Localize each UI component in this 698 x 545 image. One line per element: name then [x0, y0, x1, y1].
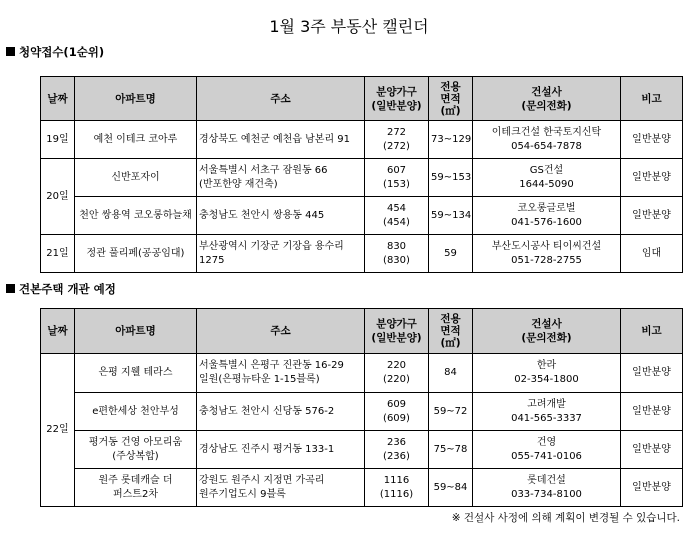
area-cell: 59 — [429, 235, 473, 273]
header-apt: 아파트명 — [75, 77, 197, 121]
builder-cell: 코오롱글로벌 041-576-1600 — [473, 197, 621, 235]
table-row — [41, 431, 683, 469]
header-units: 분양가구 (일반분양) — [365, 309, 429, 354]
units-cell: 830 (830) — [365, 235, 429, 273]
header-units: 분양가구 (일반분양) — [365, 77, 429, 121]
note-cell: 일반분양 — [621, 393, 683, 431]
builder-cell: 이테크건설 한국토지신탁 054-654-7878 — [473, 121, 621, 159]
table-row — [41, 121, 683, 159]
table-row — [41, 469, 683, 507]
addr-cell: 부산광역시 기장군 기장읍 용수리 1275 — [197, 235, 365, 273]
units-cell: 236 (236) — [365, 431, 429, 469]
section-heading-model-house — [6, 281, 116, 297]
header-area: 전용 면적 (㎡) — [429, 77, 473, 121]
addr-cell: 경상북도 예천군 예천읍 남본리 91 — [197, 121, 365, 159]
date-cell: 22일 — [41, 354, 75, 507]
table-row — [41, 393, 683, 431]
table-row — [41, 197, 683, 235]
header-addr: 주소 — [197, 309, 365, 354]
builder-cell: 롯데건설 033-734-8100 — [473, 469, 621, 507]
header-addr: 주소 — [197, 77, 365, 121]
builder-cell: 부산도시공사 티이씨건설 051-728-2755 — [473, 235, 621, 273]
builder-cell: 한라 02-354-1800 — [473, 354, 621, 393]
table-header-row — [41, 309, 683, 354]
area-cell: 59~84 — [429, 469, 473, 507]
units-cell: 607 (153) — [365, 159, 429, 197]
apt-cell: 예천 이테크 코아루 — [75, 121, 197, 159]
area-cell: 59~72 — [429, 393, 473, 431]
apt-cell: 은평 지웰 테라스 — [75, 354, 197, 393]
units-cell: 272 (272) — [365, 121, 429, 159]
apt-cell: 신반포자이 — [75, 159, 197, 197]
date-cell: 21일 — [41, 235, 75, 273]
area-cell: 59~134 — [429, 197, 473, 235]
note-cell: 일반분양 — [621, 121, 683, 159]
area-cell: 59~153 — [429, 159, 473, 197]
addr-cell: 충청남도 천안시 쌍용동 445 — [197, 197, 365, 235]
apt-cell: 천안 쌍용역 코오롱하늘채 — [75, 197, 197, 235]
note-cell: 일반분양 — [621, 197, 683, 235]
date-cell: 20일 — [41, 159, 75, 235]
addr-cell: 강원도 원주시 지정면 가곡리 원주기업도시 9블록 — [197, 469, 365, 507]
apt-cell: 원주 롯데캐슬 더 퍼스트2차 — [75, 469, 197, 507]
area-cell: 73~129 — [429, 121, 473, 159]
builder-cell: 고려개발 041-565-3337 — [473, 393, 621, 431]
apt-cell: e편한세상 천안부성 — [75, 393, 197, 431]
square-bullet-icon — [6, 284, 15, 293]
table-header-row — [41, 77, 683, 121]
units-cell: 454 (454) — [365, 197, 429, 235]
units-cell: 220 (220) — [365, 354, 429, 393]
square-bullet-icon — [6, 47, 15, 56]
area-cell: 75~78 — [429, 431, 473, 469]
addr-cell: 충청남도 천안시 신당동 576-2 — [197, 393, 365, 431]
note-cell: 일반분양 — [621, 469, 683, 507]
builder-cell: 건영 055-741-0106 — [473, 431, 621, 469]
table-row — [41, 235, 683, 273]
header-area: 전용 면적 (㎡) — [429, 309, 473, 354]
header-builder: 건설사 (문의전화) — [473, 309, 621, 354]
apt-cell: 정관 풀리페(공공임대) — [75, 235, 197, 273]
header-note: 비고 — [621, 77, 683, 121]
header-apt: 아파트명 — [75, 309, 197, 354]
table-row — [41, 159, 683, 197]
addr-cell: 서울특별시 서초구 잠원동 66 (반포한양 재건축) — [197, 159, 365, 197]
builder-cell: GS건설 1644-5090 — [473, 159, 621, 197]
section-heading-subscription — [6, 44, 104, 60]
header-builder: 건설사 (문의전화) — [473, 77, 621, 121]
note-cell: 일반분양 — [621, 354, 683, 393]
footnote: ※ 건설사 사정에 의해 계획이 변경될 수 있습니다. — [451, 512, 680, 524]
section-title: 청약접수(1순위) — [19, 45, 105, 59]
section-title: 견본주택 개관 예정 — [19, 282, 116, 296]
addr-cell: 경상남도 진주시 평거동 133-1 — [197, 431, 365, 469]
apt-cell: 평거동 건영 아모리움(주상복합) — [75, 431, 197, 469]
header-date: 날짜 — [41, 309, 75, 354]
header-note: 비고 — [621, 309, 683, 354]
date-cell: 19일 — [41, 121, 75, 159]
units-cell: 1116 (1116) — [365, 469, 429, 507]
page-title: 1월 3주 부동산 캘린더 — [269, 17, 429, 36]
table-row — [41, 354, 683, 393]
area-cell: 84 — [429, 354, 473, 393]
note-cell: 일반분양 — [621, 431, 683, 469]
header-date: 날짜 — [41, 77, 75, 121]
note-cell: 일반분양 — [621, 159, 683, 197]
subscription-table — [40, 76, 683, 273]
addr-cell: 서울특별시 은평구 진관동 16-29 일원(은평뉴타운 1-15블록) — [197, 354, 365, 393]
note-cell: 임대 — [621, 235, 683, 273]
model-house-table — [40, 308, 683, 507]
units-cell: 609 (609) — [365, 393, 429, 431]
